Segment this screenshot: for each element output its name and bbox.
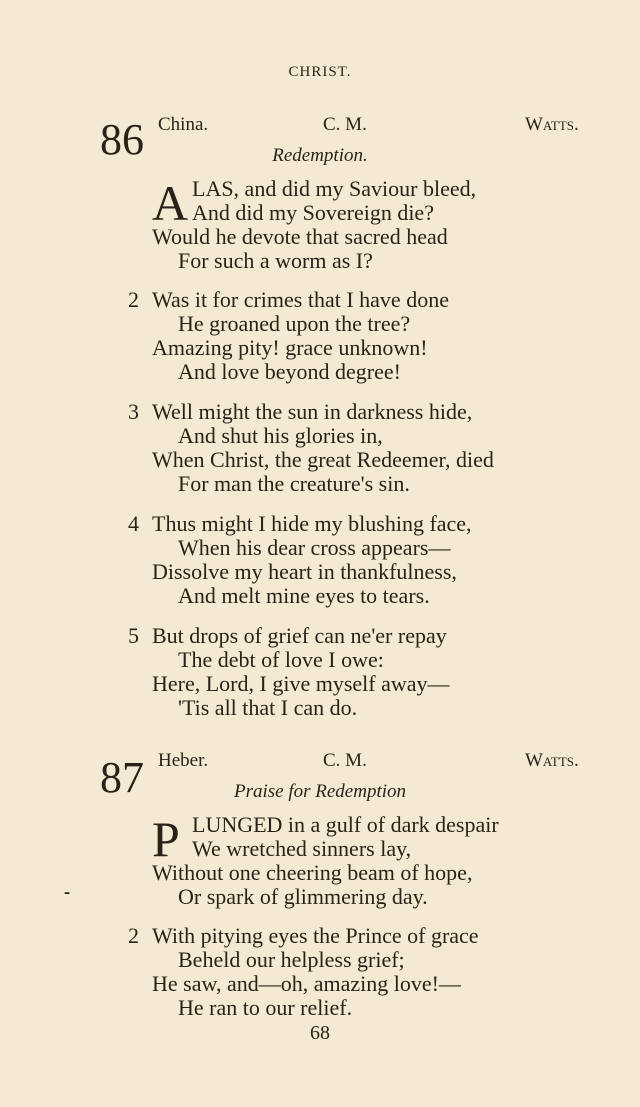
- verse-line: Well might the sun in darkness hide,: [152, 399, 473, 424]
- verse-line: For such a worm as I?: [178, 248, 373, 273]
- page-header: CHRIST.: [288, 64, 352, 80]
- tune-name-86: China.: [158, 114, 209, 135]
- verse-line: When his dear cross appears—: [178, 535, 451, 560]
- verse-line: He saw, and—oh, amazing love!—: [152, 971, 461, 996]
- verse-line: We wretched sinners lay,: [192, 836, 412, 861]
- verse-line: He ran to our relief.: [178, 995, 353, 1020]
- hymn-number-86: 86: [100, 115, 144, 164]
- verse-line: And love beyond degree!: [178, 359, 401, 384]
- verse-line: Would he devote that sacred head: [152, 224, 448, 249]
- verse-line: And shut his glories in,: [178, 423, 383, 448]
- margin-mark: ⁃: [63, 886, 71, 903]
- verse-number: 3: [128, 399, 139, 424]
- verse-line: The debt of love I owe:: [178, 647, 384, 672]
- verse-line: Dissolve my heart in thankfulness,: [152, 559, 457, 584]
- verse-line: Without one cheering beam of hope,: [152, 860, 473, 885]
- subject-87: Praise for Redemption: [233, 781, 407, 802]
- verse-line: And did my Sovereign die?: [192, 200, 434, 225]
- verse-line: But drops of grief can ne'er repay: [152, 623, 447, 648]
- dropcap-86: A: [152, 175, 189, 231]
- verse-line: And melt mine eyes to tears.: [178, 583, 430, 608]
- author-86: Watts.: [525, 114, 579, 135]
- verse-line: Was it for crimes that I have done: [152, 287, 449, 312]
- subject-86: Redemption.: [272, 145, 368, 166]
- verse-number: 2: [128, 923, 139, 948]
- verse-line: 'Tis all that I can do.: [178, 695, 358, 720]
- verse-line: Amazing pity! grace unknown!: [152, 335, 428, 360]
- verse-line: With pitying eyes the Prince of grace: [152, 923, 479, 948]
- dropcap-87: P: [152, 811, 180, 867]
- author-87: Watts.: [525, 750, 579, 771]
- verse-number: 5: [128, 623, 139, 648]
- meter-86: C. M.: [323, 114, 367, 135]
- verse-line: Here, Lord, I give myself away—: [152, 671, 450, 696]
- verse-line: When Christ, the great Redeemer, died: [152, 447, 494, 472]
- hymn-number-87: 87: [100, 753, 144, 802]
- verse-line: LUNGED in a gulf of dark despair: [192, 812, 499, 837]
- verse-line: Thus might I hide my blushing face,: [152, 511, 472, 536]
- verse-number: 2: [128, 287, 139, 312]
- verse-number: 4: [128, 511, 139, 536]
- verse-line: Beheld our helpless grief;: [178, 947, 405, 972]
- meter-87: C. M.: [323, 750, 367, 771]
- verse-line: For man the creature's sin.: [178, 471, 410, 496]
- verse-line: LAS, and did my Saviour bleed,: [192, 176, 477, 201]
- verse-line: He groaned upon the tree?: [178, 311, 411, 336]
- tune-name-87: Heber.: [158, 750, 209, 771]
- page-number: 68: [310, 1022, 330, 1044]
- verse-line: Or spark of glimmering day.: [178, 884, 428, 909]
